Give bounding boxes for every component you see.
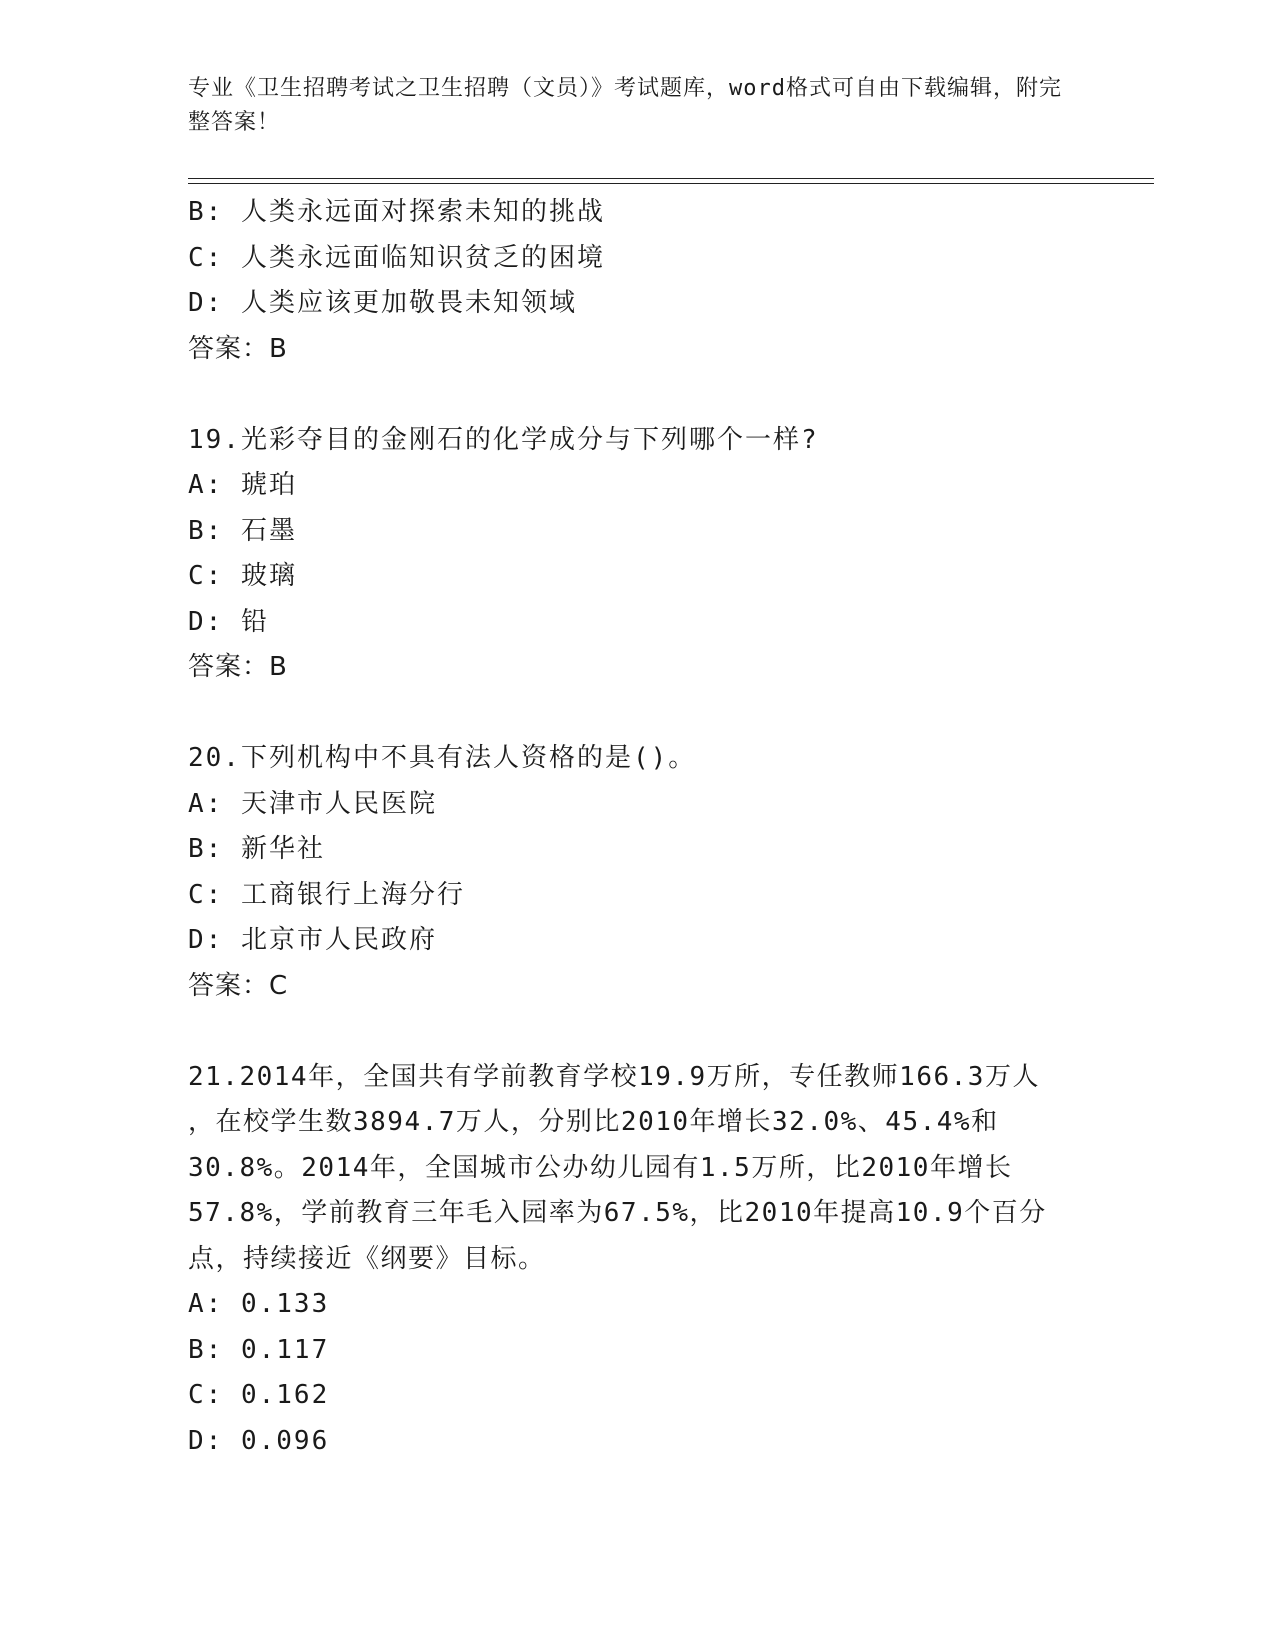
option-d: D: 0.096 [188, 1425, 330, 1456]
option-c: C: 工商银行上海分行 [188, 879, 465, 910]
spacer [188, 691, 1068, 737]
option-b: B: 人类永远面对探索未知的挑战 [188, 197, 605, 227]
question-19-text: 19.光彩夺目的金刚石的化学成分与下列哪个一样? [188, 424, 819, 455]
header-divider-top [188, 178, 1154, 179]
question-20-text: 20.下列机构中不具有法人资格的是()。 [188, 743, 697, 773]
option-d: D: 铅 [188, 606, 269, 637]
answer-label: 答案：B [188, 652, 288, 682]
option-a: A: 天津市人民医院 [188, 788, 437, 819]
prev-question-block [188, 190, 1068, 372]
question-21-text: 21.2014年，全国共有学前教育学校19.9万所，专任教师166.3万人 ，在校学生数3894.7万人，分别比2010年增长32.0%、45.4%和 30.8%。2014年，全国城市公办幼儿园有1.5万所，比2010年增长 57.8%，学前教育三年毛入园率为67.5%，比2010年提高10.9个百分 点，持续接近《纲要》目标。 [188, 1061, 1047, 1274]
option-a: A: 0.133 [188, 1289, 330, 1319]
option-d: D: 北京市人民政府 [188, 925, 437, 955]
option-c: C: 0.162 [188, 1380, 330, 1410]
header-divider-bottom [188, 183, 1154, 184]
option-b: B: 0.117 [188, 1334, 330, 1365]
option-a: A: 琥珀 [188, 470, 297, 500]
question-20-block [188, 736, 1068, 1009]
spacer [188, 1009, 1068, 1055]
answer-label: 答案：B [188, 333, 288, 364]
option-b: B: 石墨 [188, 515, 297, 546]
question-19-block [188, 418, 1068, 691]
option-d: D: 人类应该更加敬畏未知领域 [188, 288, 577, 318]
option-c: C: 人类永远面临知识贫乏的困境 [188, 242, 605, 273]
answer-label: 答案：C [188, 970, 289, 1001]
spacer [188, 372, 1068, 418]
option-c: C: 玻璃 [188, 561, 297, 591]
question-list [188, 190, 1068, 1464]
document-header: 专业《卫生招聘考试之卫生招聘（文员）》考试题库，word格式可自由下载编辑，附完整答案！ [188, 76, 1062, 135]
option-b: B: 新华社 [188, 834, 325, 864]
question-21-block [188, 1055, 1068, 1465]
